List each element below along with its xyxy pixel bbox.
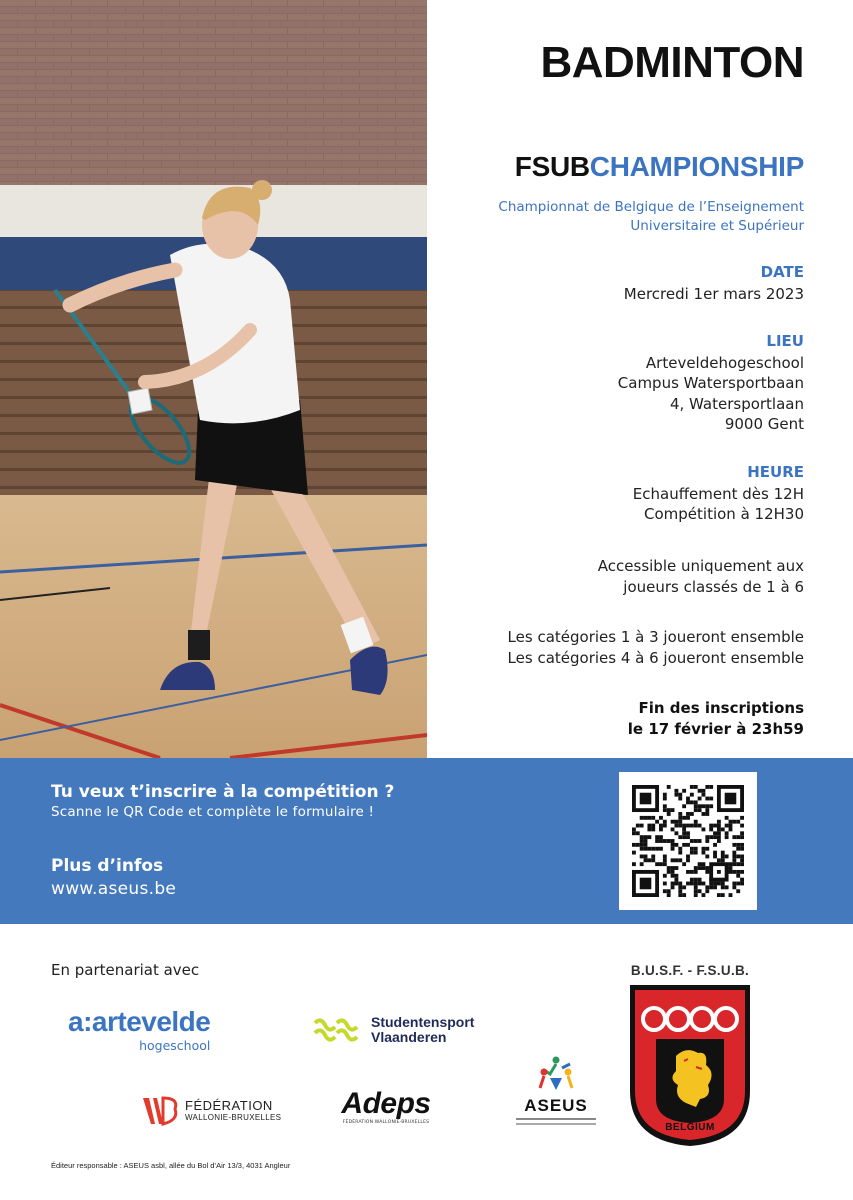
tagline-line2: Universitaire et Supérieur xyxy=(630,218,804,234)
date-section xyxy=(440,262,804,304)
date-value: Mercredi 1er mars 2023 xyxy=(623,284,804,303)
info-title: Plus d’infos xyxy=(51,856,164,876)
studentensport-line2: Vlaanderen xyxy=(371,1029,447,1045)
adeps-main: Adeps xyxy=(341,1087,431,1120)
partners-label: En partenariat avec xyxy=(51,961,200,979)
artevelde-sub: hogeschool xyxy=(139,1038,211,1053)
studentensport-mark-icon xyxy=(313,1017,365,1043)
lieu-line4: 9000 Gent xyxy=(724,415,804,433)
access-line1: Accessible uniquement aux xyxy=(597,557,804,575)
categories-section xyxy=(440,627,804,668)
aseus-main: ASEUS xyxy=(524,1096,588,1115)
aseus-figures-icon xyxy=(536,1056,576,1094)
categories-line2: Les catégories 4 à 6 joueront ensemble xyxy=(507,648,804,667)
lieu-section xyxy=(440,331,804,435)
heure-label: HEURE xyxy=(747,463,804,481)
info-url-link[interactable]: www.aseus.be xyxy=(51,879,177,899)
event-subtitle xyxy=(515,151,804,183)
categories-line1: Les catégories 1 à 3 joueront ensemble xyxy=(507,628,804,646)
date-label: DATE xyxy=(760,263,804,281)
publisher-note: Éditeur responsable : ASEUS asbl, allée du Bol d’Air 13/3, 4031 Angleur xyxy=(51,1161,291,1170)
tagline-line1: Championnat de Belgique de l’Enseignement xyxy=(498,199,804,215)
deadline-line2: le 17 février à 23h59 xyxy=(627,719,804,738)
busf-shield xyxy=(626,981,754,1149)
lieu-line1: Arteveldehogeschool xyxy=(645,353,804,372)
adeps-logo xyxy=(336,1088,436,1125)
lieu-line3: 4, Watersportlaan xyxy=(669,394,804,413)
adeps-sub: FÉDÉRATION WALLONIE-BRUXELLES xyxy=(342,1120,430,1125)
heure-line2: Compétition à 12H30 xyxy=(644,505,804,523)
access-line2: joueurs classés de 1 à 6 xyxy=(623,577,804,596)
subtitle-fsub: FSUB xyxy=(514,151,590,182)
cta-subtitle: Scanne le QR Code et complète le formulaire ! xyxy=(51,804,375,820)
federation-line2: WALLONIE-BRUXELLES xyxy=(185,1113,282,1122)
federation-wb-logo xyxy=(141,1094,281,1124)
access-section xyxy=(440,556,804,597)
lieu-line2: Campus Watersportbaan xyxy=(617,374,804,392)
aseus-fine-print-line xyxy=(516,1118,596,1120)
player-photo xyxy=(0,0,427,758)
busf-top-text: B.U.S.F. - F.S.U.B. xyxy=(630,963,750,978)
busf-logo xyxy=(626,963,754,1149)
subtitle-championship: CHAMPIONSHIP xyxy=(589,151,804,182)
studentensport-logo xyxy=(313,1015,474,1045)
artevelde-logo xyxy=(68,1008,210,1053)
heure-line1: Echauffement dès 12H xyxy=(632,484,804,503)
deadline-section xyxy=(440,698,804,739)
qr-code-icon xyxy=(632,785,744,897)
qr-code[interactable] xyxy=(619,772,757,910)
federation-wb-mark-icon xyxy=(141,1094,181,1128)
event-tagline xyxy=(440,198,804,236)
artevelde-main: a:artevelde xyxy=(68,1006,211,1037)
registration-band xyxy=(0,758,853,924)
cta-title: Tu veux t’inscrire à la compétition ? xyxy=(51,782,395,802)
heure-section xyxy=(440,462,804,525)
federation-line1: FÉDÉRATION xyxy=(185,1098,273,1113)
badminton-player-image xyxy=(0,0,427,758)
page-title: BADMINTON xyxy=(540,38,804,87)
aseus-fine-print-line xyxy=(516,1123,596,1125)
deadline-line1: Fin des inscriptions xyxy=(638,699,804,717)
busf-bottom-text: BELGIUM xyxy=(665,1122,715,1133)
studentensport-line1: Studentensport xyxy=(371,1014,475,1030)
lieu-label: LIEU xyxy=(766,332,804,350)
aseus-logo xyxy=(508,1056,604,1125)
